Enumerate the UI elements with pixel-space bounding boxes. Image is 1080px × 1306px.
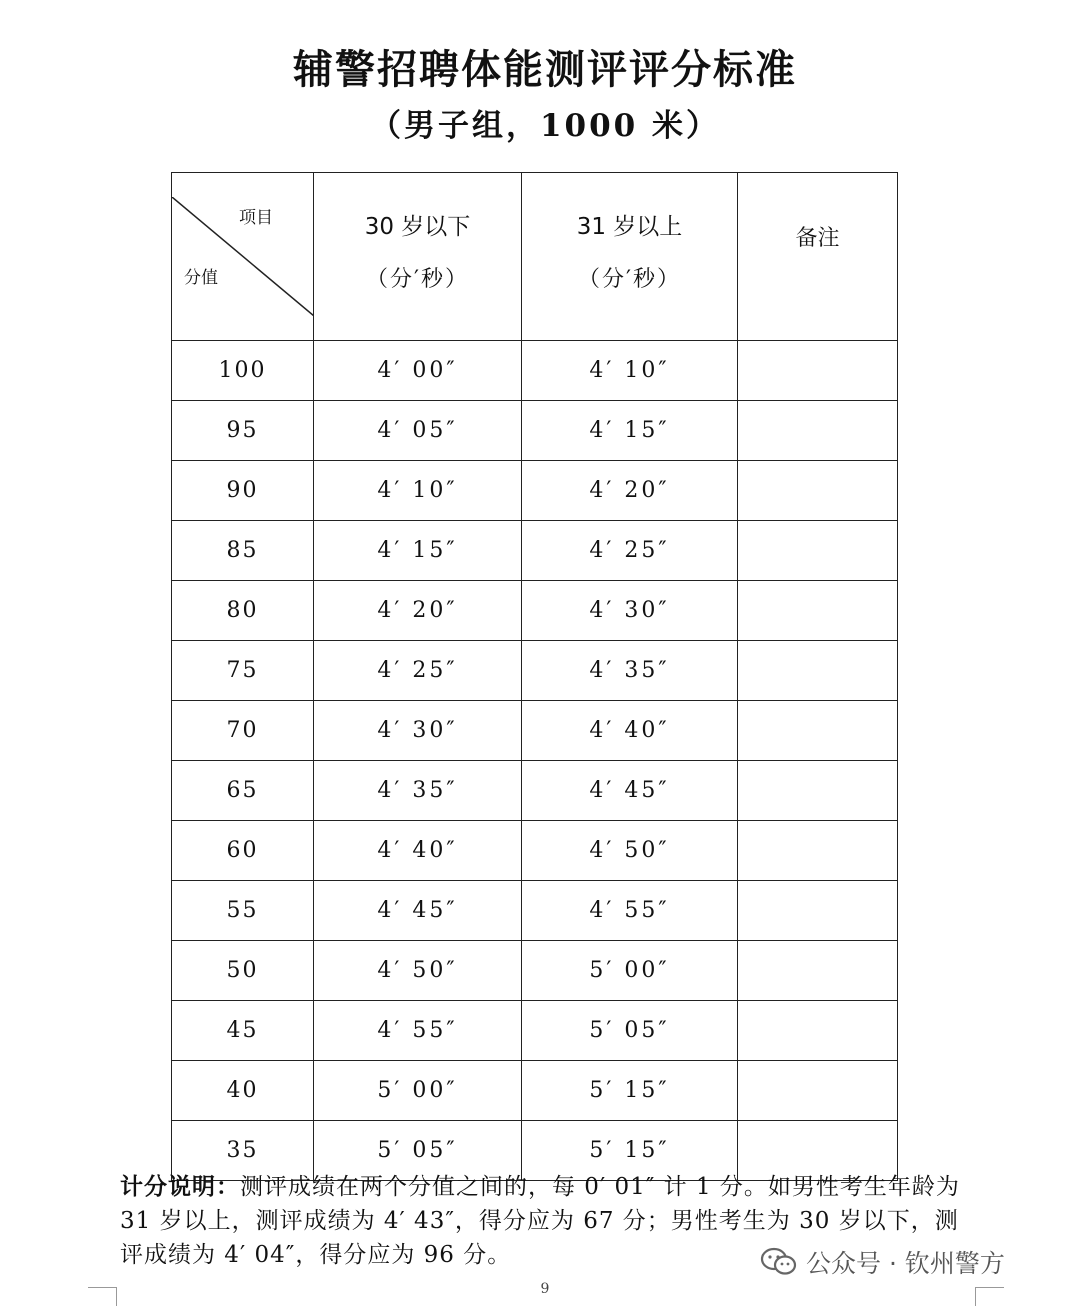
score-cell: 60 xyxy=(172,821,314,881)
table-row xyxy=(172,461,898,521)
page-number: 9 xyxy=(540,1281,550,1297)
under30-time-cell: 4′ 35″ xyxy=(314,761,522,821)
over31-time-cell: 4′ 25″ xyxy=(522,521,738,581)
score-cell: 90 xyxy=(172,461,314,521)
remark-cell xyxy=(738,1061,898,1121)
over31-time-cell: 5′ 05″ xyxy=(522,1001,738,1061)
remark-cell xyxy=(738,521,898,581)
under30-time-cell: 4′ 30″ xyxy=(314,701,522,761)
note-text: 测评成绩在两个分值之间的，每 0′ 01″ 计 1 分。如男性考生年龄为 31 岁以上，测评成绩为 4′ 43″，得分应为 67 分；男性考生为 30 岁以下，测评成绩为 4′ 04″，得分应为 96 分。 xyxy=(120,1174,960,1268)
score-cell: 75 xyxy=(172,641,314,701)
score-cell: 35 xyxy=(172,1121,314,1181)
over31-time-cell: 4′ 30″ xyxy=(522,581,738,641)
remark-cell xyxy=(738,941,898,1001)
header-over31 xyxy=(522,173,738,341)
header-score-label: 分值 xyxy=(184,268,218,288)
table-row xyxy=(172,821,898,881)
score-cell: 95 xyxy=(172,401,314,461)
over31-time-cell: 5′ 15″ xyxy=(522,1121,738,1181)
remark-cell xyxy=(738,761,898,821)
over31-time-cell: 4′ 50″ xyxy=(522,821,738,881)
over31-time-cell: 4′ 10″ xyxy=(522,341,738,401)
page-corner-mark-right xyxy=(975,1287,1004,1306)
under30-time-cell: 4′ 10″ xyxy=(314,461,522,521)
score-cell: 40 xyxy=(172,1061,314,1121)
document-subtitle: （男子组，1000 米） xyxy=(369,108,721,144)
document-title: 辅警招聘体能测评评分标准 xyxy=(293,47,797,93)
table-row xyxy=(172,581,898,641)
score-cell: 85 xyxy=(172,521,314,581)
note-label: 计分说明： xyxy=(120,1174,240,1200)
watermark-text: 公众号 · 钦州警方 xyxy=(806,1249,1005,1278)
over31-time-cell: 4′ 55″ xyxy=(522,881,738,941)
remark-cell xyxy=(738,461,898,521)
table-row xyxy=(172,641,898,701)
scoring-table xyxy=(171,172,898,1181)
table-row xyxy=(172,1061,898,1121)
table-row xyxy=(172,341,898,401)
header-under30-unit: （分′秒） xyxy=(366,267,469,292)
header-remark: 备注 xyxy=(738,173,898,341)
table-row xyxy=(172,701,898,761)
under30-time-cell: 4′ 05″ xyxy=(314,401,522,461)
wechat-icon xyxy=(760,1247,798,1277)
under30-time-cell: 4′ 40″ xyxy=(314,821,522,881)
score-cell: 100 xyxy=(172,341,314,401)
table-row xyxy=(172,401,898,461)
watermark xyxy=(760,1244,1005,1280)
header-over31-title: 31 岁以上 xyxy=(576,214,683,240)
score-cell: 45 xyxy=(172,1001,314,1061)
table-row xyxy=(172,761,898,821)
over31-time-cell: 4′ 15″ xyxy=(522,401,738,461)
remark-cell xyxy=(738,701,898,761)
score-cell: 65 xyxy=(172,761,314,821)
header-under30-title: 30 岁以下 xyxy=(364,214,471,240)
under30-time-cell: 5′ 00″ xyxy=(314,1061,522,1121)
table-row xyxy=(172,521,898,581)
header-under30 xyxy=(314,173,522,341)
under30-time-cell: 4′ 20″ xyxy=(314,581,522,641)
header-over31-unit: （分′秒） xyxy=(578,267,681,292)
under30-time-cell: 4′ 25″ xyxy=(314,641,522,701)
under30-time-cell: 4′ 50″ xyxy=(314,941,522,1001)
remark-cell xyxy=(738,821,898,881)
remark-cell xyxy=(738,341,898,401)
diagonal-header-cell xyxy=(172,173,314,341)
over31-time-cell: 5′ 00″ xyxy=(522,941,738,1001)
header-item-label: 项目 xyxy=(239,208,273,228)
under30-time-cell: 4′ 15″ xyxy=(314,521,522,581)
score-cell: 50 xyxy=(172,941,314,1001)
under30-time-cell: 4′ 55″ xyxy=(314,1001,522,1061)
score-cell: 55 xyxy=(172,881,314,941)
over31-time-cell: 4′ 40″ xyxy=(522,701,738,761)
table-row xyxy=(172,941,898,1001)
score-cell: 70 xyxy=(172,701,314,761)
table-row xyxy=(172,881,898,941)
over31-time-cell: 4′ 35″ xyxy=(522,641,738,701)
under30-time-cell: 4′ 00″ xyxy=(314,341,522,401)
remark-cell xyxy=(738,1001,898,1061)
table-header-row xyxy=(172,173,898,341)
remark-cell xyxy=(738,641,898,701)
table-row xyxy=(172,1001,898,1061)
over31-time-cell: 4′ 45″ xyxy=(522,761,738,821)
under30-time-cell: 4′ 45″ xyxy=(314,881,522,941)
remark-cell xyxy=(738,881,898,941)
remark-cell xyxy=(738,581,898,641)
remark-cell xyxy=(738,401,898,461)
over31-time-cell: 4′ 20″ xyxy=(522,461,738,521)
under30-time-cell: 5′ 05″ xyxy=(314,1121,522,1181)
over31-time-cell: 5′ 15″ xyxy=(522,1061,738,1121)
score-cell: 80 xyxy=(172,581,314,641)
